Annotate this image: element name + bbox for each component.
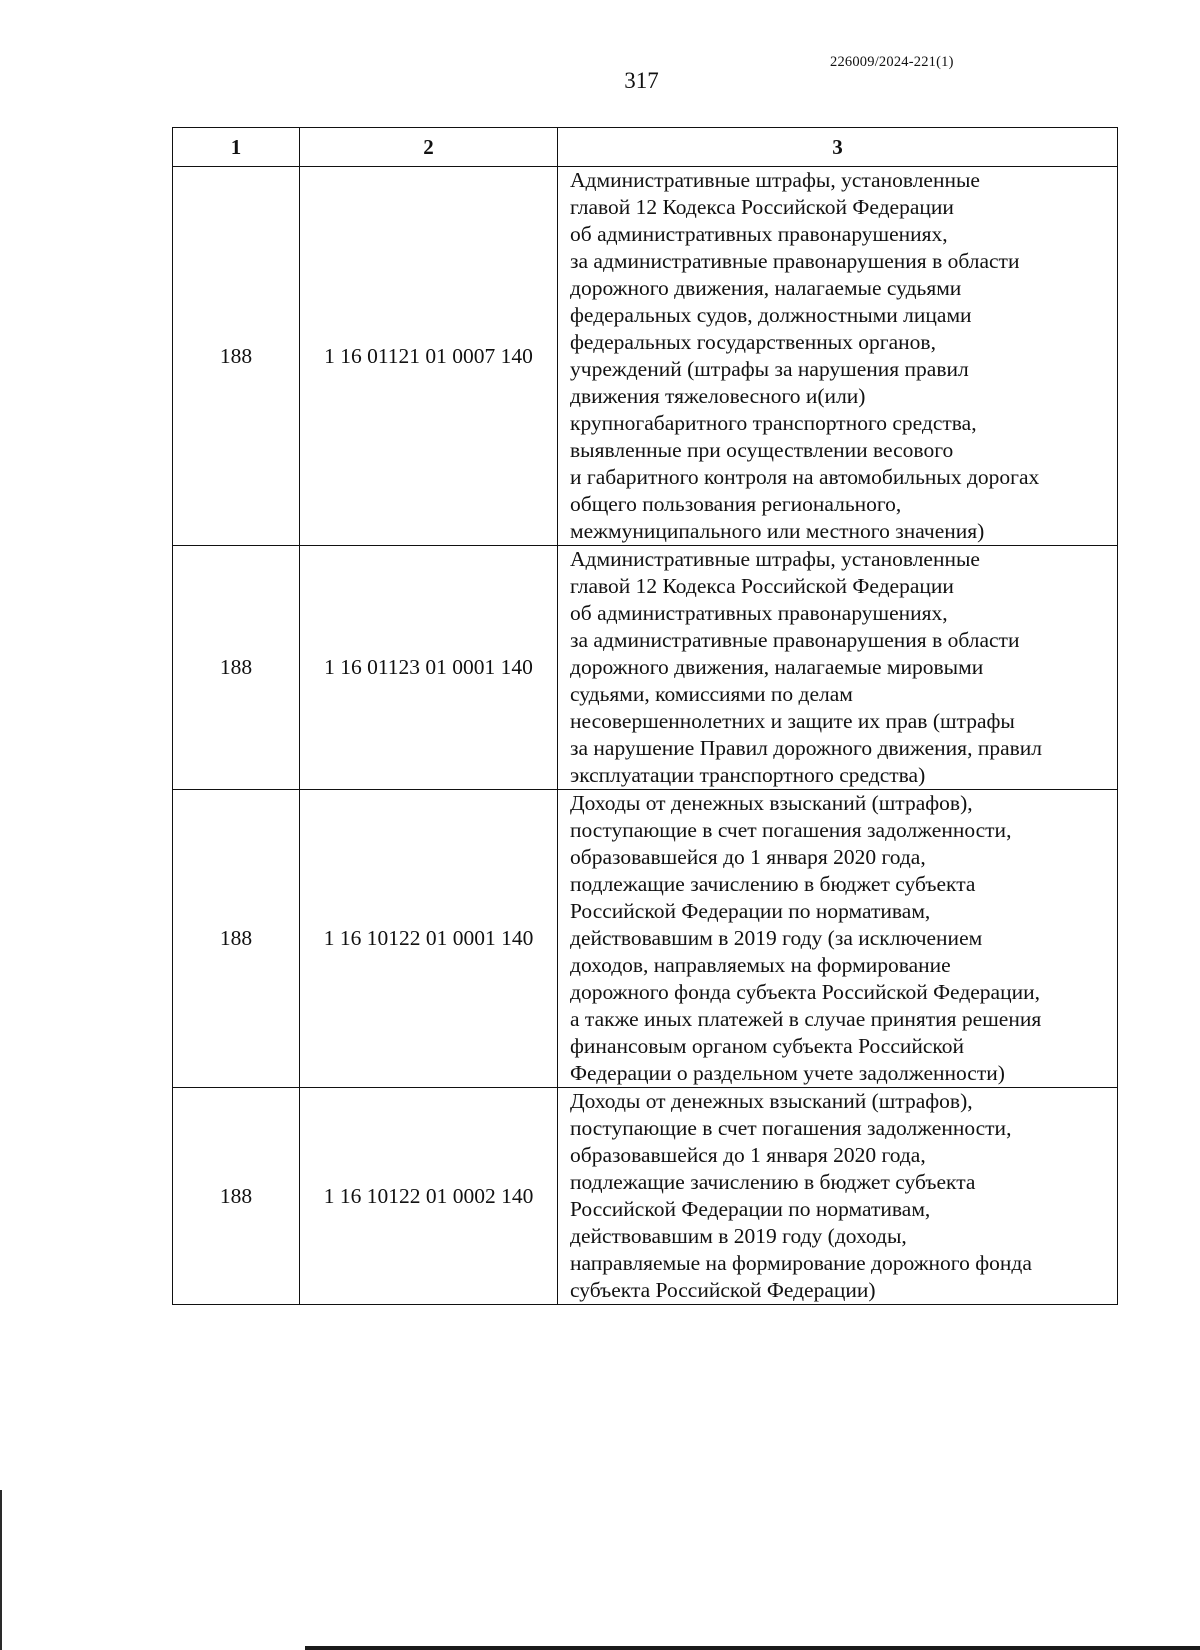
scan-bottom-bar xyxy=(305,1646,1200,1650)
table-body xyxy=(173,167,1118,1305)
document-registration-number: 226009/2024-221(1) xyxy=(830,54,954,70)
description-line: Административные штрафы, установленные xyxy=(570,547,980,571)
description-line: подлежащие зачислению в бюджет субъекта xyxy=(570,1170,976,1194)
table-row xyxy=(173,790,1118,1088)
revenue-description-cell xyxy=(558,1088,1118,1305)
description-line: за административные правонарушения в области xyxy=(570,249,1020,273)
description-line: общего пользования регионального, xyxy=(570,492,902,516)
budget-classification-code-cell: 1 16 10122 01 0001 140 xyxy=(300,790,558,1088)
description-line: учреждений (штрафы за нарушения правил xyxy=(570,357,969,381)
description-line: межмуниципального или местного значения) xyxy=(570,519,985,543)
description-line: крупногабаритного транспортного средства, xyxy=(570,411,977,435)
description-line: главой 12 Кодекса Российской Федерации xyxy=(570,195,954,219)
description-line: и габаритного контроля на автомобильных дорогах xyxy=(570,465,1040,489)
description-line: Доходы от денежных взысканий (штрафов), xyxy=(570,1089,973,1113)
column-header-3: 3 xyxy=(558,128,1118,167)
description-line: подлежащие зачислению в бюджет субъекта xyxy=(570,872,976,896)
description-line: поступающие в счет погашения задолженности, xyxy=(570,1116,1012,1140)
description-line: об административных правонарушениях, xyxy=(570,222,948,246)
description-line: образовавшейся до 1 января 2020 года, xyxy=(570,1143,926,1167)
description-line: дорожного движения, налагаемые судьями xyxy=(570,276,962,300)
description-line: движения тяжеловесного и(или) xyxy=(570,384,866,408)
budget-classification-code-cell: 1 16 01123 01 0001 140 xyxy=(300,546,558,790)
description-line: несовершеннолетних и защите их прав (штрафы xyxy=(570,709,1015,733)
description-line: об административных правонарушениях, xyxy=(570,601,948,625)
description-line: федеральных государственных органов, xyxy=(570,330,936,354)
admin-code-cell: 188 xyxy=(173,1088,300,1305)
description-line: направляемые на формирование дорожного фонда xyxy=(570,1251,1032,1275)
description-line: поступающие в счет погашения задолженности, xyxy=(570,818,1012,842)
revenue-description-cell xyxy=(558,790,1118,1088)
budget-classification-code-cell: 1 16 01121 01 0007 140 xyxy=(300,167,558,546)
description-line: федеральных судов, должностными лицами xyxy=(570,303,972,327)
description-line: действовавшим в 2019 году (доходы, xyxy=(570,1224,907,1248)
page-number: 317 xyxy=(624,68,659,93)
description-line: дорожного движения, налагаемые мировыми xyxy=(570,655,984,679)
table-row xyxy=(173,1088,1118,1305)
description-line: за административные правонарушения в области xyxy=(570,628,1020,652)
description-line: судьями, комиссиями по делам xyxy=(570,682,853,706)
column-header-2: 2 xyxy=(300,128,558,167)
description-line: Федерации о раздельном учете задолженности) xyxy=(570,1061,1005,1085)
table-header-row xyxy=(173,128,1118,167)
table-row xyxy=(173,546,1118,790)
description-line: выявленные при осуществлении весового xyxy=(570,438,954,462)
scan-left-edge xyxy=(0,1490,2,1650)
description-line: эксплуатации транспортного средства) xyxy=(570,763,926,787)
description-line: дорожного фонда субъекта Российской Федерации, xyxy=(570,980,1040,1004)
budget-classification-code-cell: 1 16 10122 01 0002 140 xyxy=(300,1088,558,1305)
description-line: за нарушение Правил дорожного движения, правил xyxy=(570,736,1043,760)
table-row xyxy=(173,167,1118,546)
budget-codes-table xyxy=(172,127,1118,1305)
admin-code-cell: 188 xyxy=(173,546,300,790)
admin-code-cell: 188 xyxy=(173,790,300,1088)
description-line: субъекта Российской Федерации) xyxy=(570,1278,876,1302)
description-line: образовавшейся до 1 января 2020 года, xyxy=(570,845,926,869)
revenue-description-cell xyxy=(558,167,1118,546)
description-line: Доходы от денежных взысканий (штрафов), xyxy=(570,791,973,815)
admin-code-cell: 188 xyxy=(173,167,300,546)
description-line: главой 12 Кодекса Российской Федерации xyxy=(570,574,954,598)
description-line: Российской Федерации по нормативам, xyxy=(570,1197,931,1221)
description-line: доходов, направляемых на формирование xyxy=(570,953,951,977)
description-line: действовавшим в 2019 году (за исключением xyxy=(570,926,983,950)
description-line: Административные штрафы, установленные xyxy=(570,168,980,192)
description-line: Российской Федерации по нормативам, xyxy=(570,899,931,923)
column-header-1: 1 xyxy=(173,128,300,167)
description-line: финансовым органом субъекта Российской xyxy=(570,1034,965,1058)
revenue-description-cell xyxy=(558,546,1118,790)
description-line: а также иных платежей в случае принятия решения xyxy=(570,1007,1042,1031)
